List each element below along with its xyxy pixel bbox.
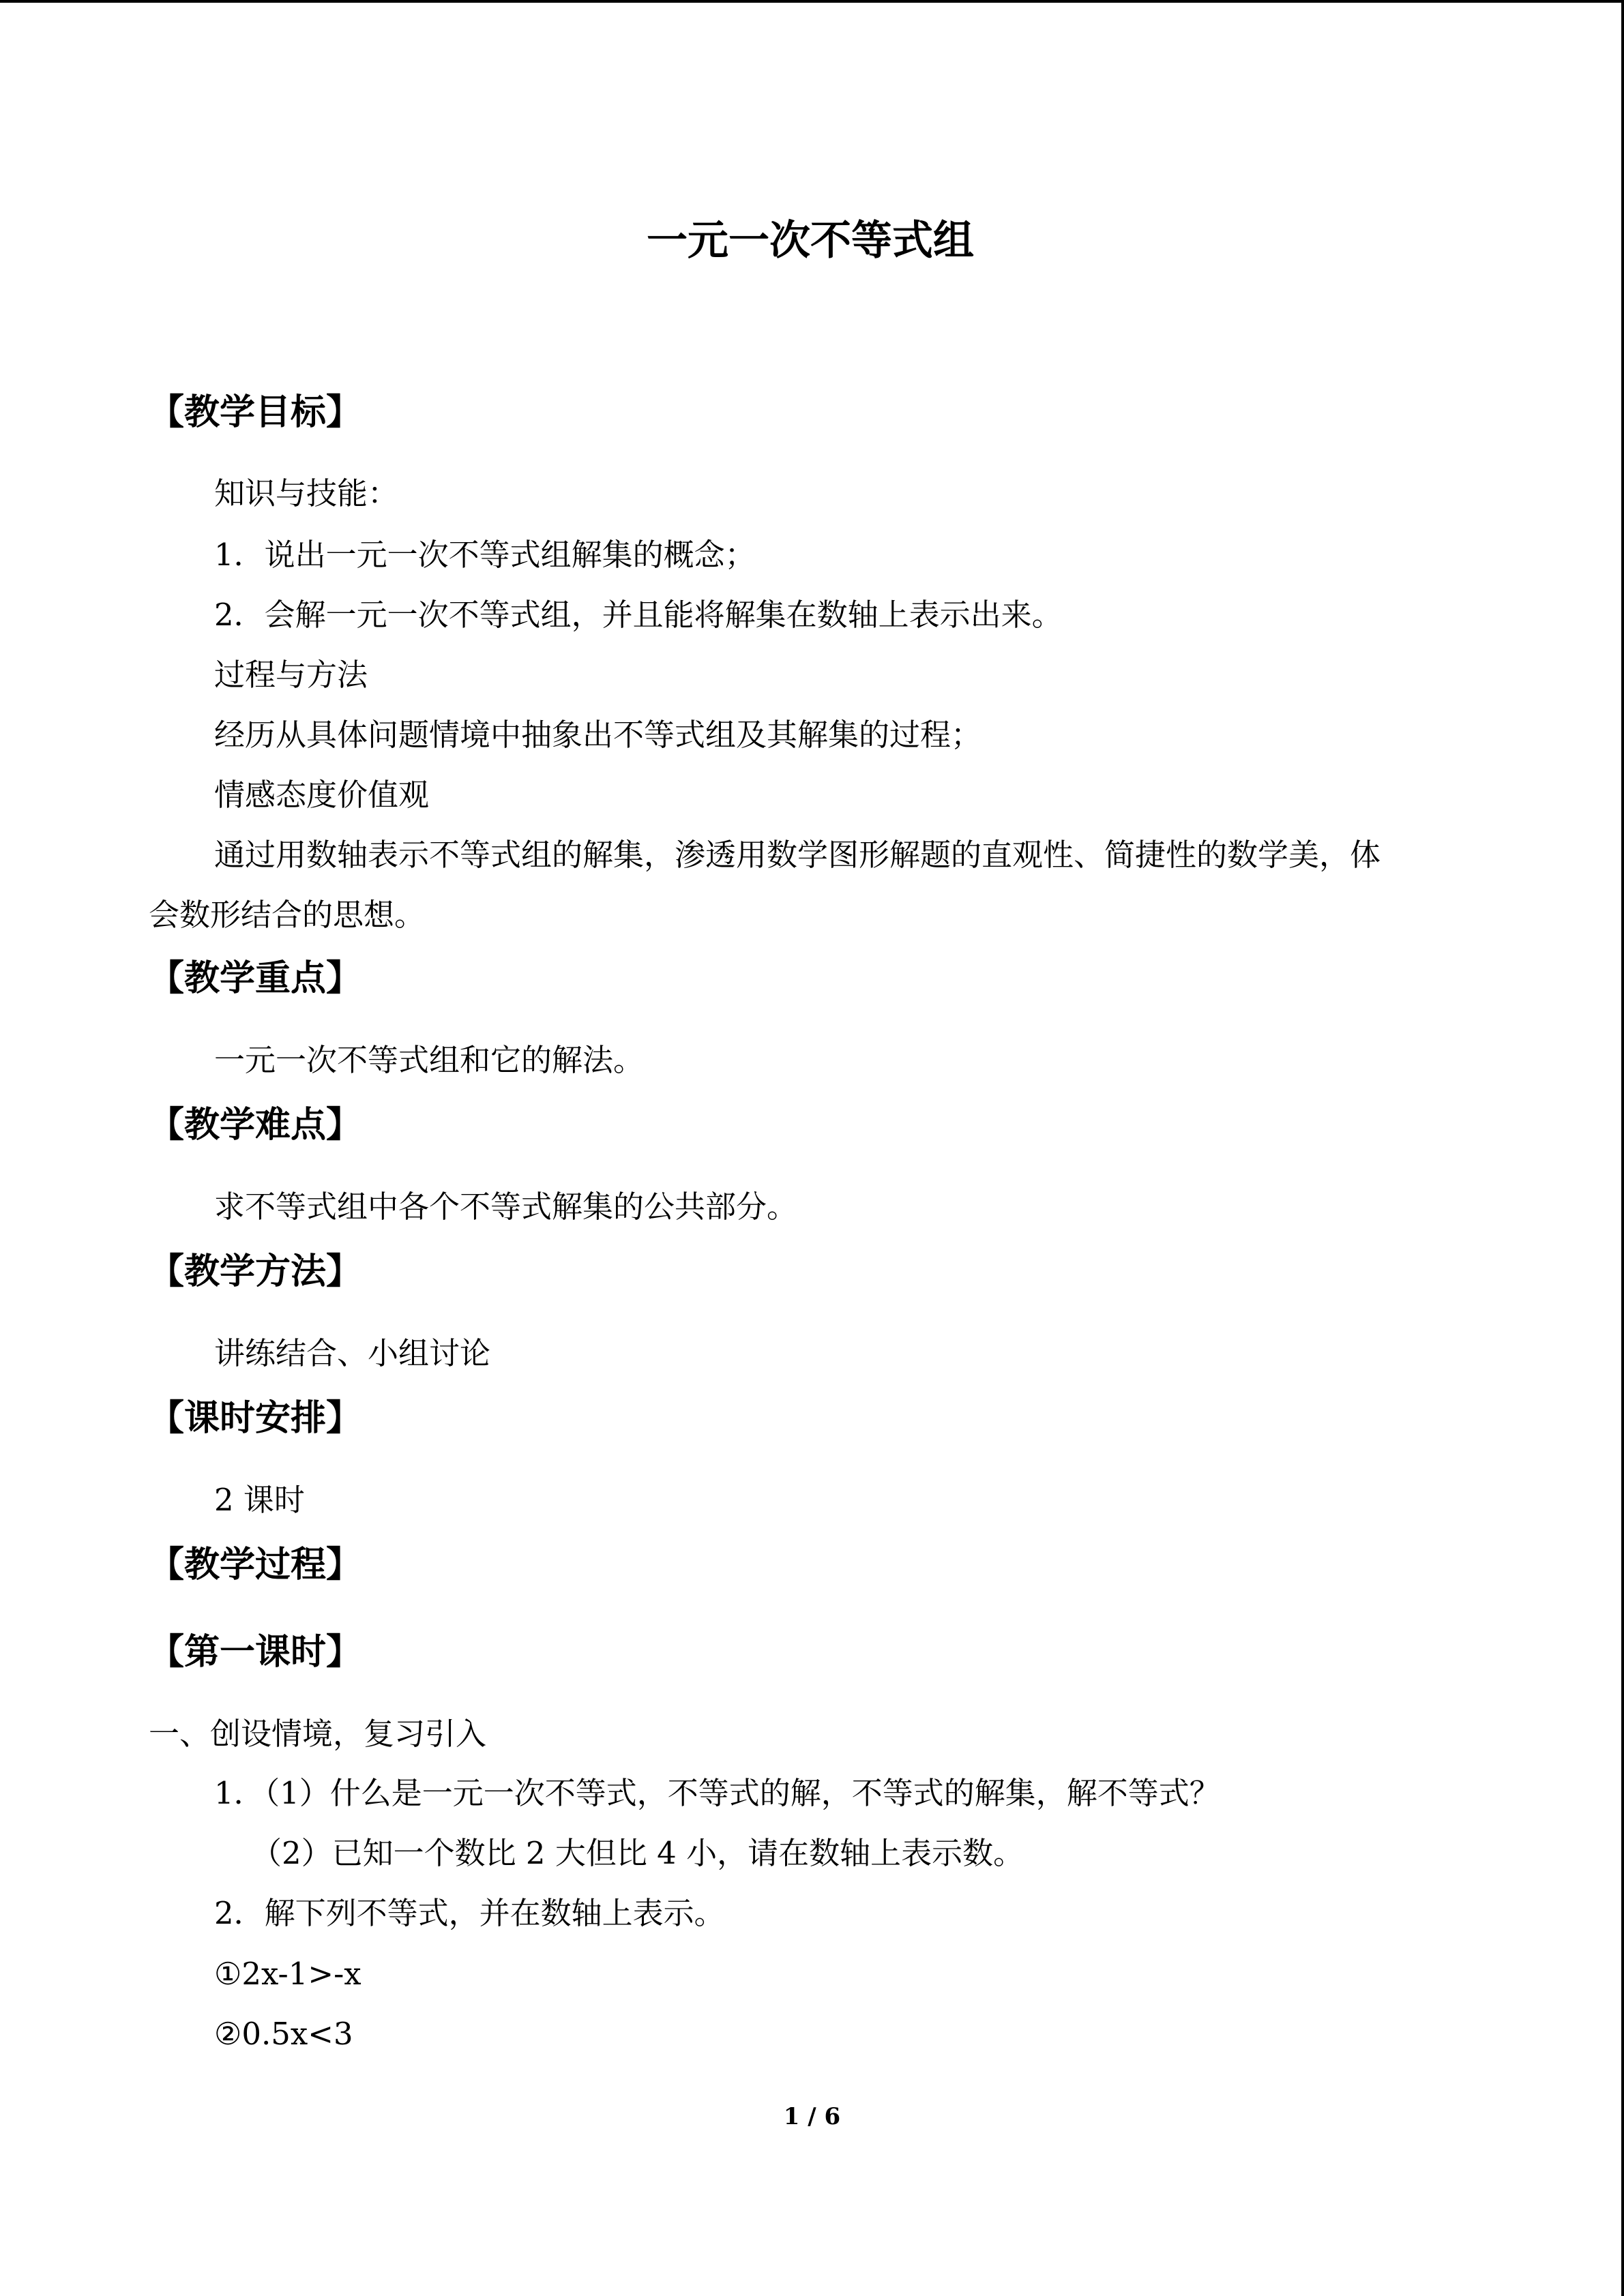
goals-emotion-line-2: 会数形结合的思想。 (149, 897, 426, 933)
page-right-border (1621, 0, 1624, 2296)
page-number: 1 / 6 (783, 2103, 841, 2130)
goals-knowledge-heading: 知识与技能： (214, 475, 399, 511)
page-title: 一元一次不等式组 (647, 217, 974, 265)
lesson1-question-1a: 1．（1）什么是一元一次不等式，不等式的解，不等式的解集，解不等式？ (214, 1775, 1220, 1811)
lesson1-inequality-1: ①2x-1>-x (214, 1956, 361, 1992)
schedule-text: 2 课时 (214, 1482, 305, 1518)
goals-item-1: 1．说出一元一次不等式组解集的概念； (214, 537, 756, 573)
goals-emotion-heading: 情感态度价值观 (214, 777, 430, 813)
lesson1-step-1: 一、创设情境，复习引入 (149, 1716, 487, 1752)
section-heading-goals: 【教学目标】 (149, 391, 362, 433)
goals-process-heading: 过程与方法 (214, 657, 368, 693)
lesson1-question-1b: （2）已知一个数比 2 大但比 4 小，请在数轴上表示数。 (251, 1835, 1024, 1871)
section-heading-schedule: 【课时安排】 (149, 1397, 362, 1439)
key-points-text: 一元一次不等式组和它的解法。 (214, 1042, 645, 1078)
lesson1-question-2: 2．解下列不等式，并在数轴上表示。 (214, 1895, 725, 1931)
section-heading-lesson-1: 【第一课时】 (149, 1631, 362, 1673)
goals-emotion-line-1: 通过用数轴表示不等式组的解集，渗透用数学图形解题的直观性、简捷性的数学美，体 (214, 837, 1381, 873)
difficulties-text: 求不等式组中各个不等式解集的公共部分。 (214, 1189, 798, 1225)
goals-item-2: 2．会解一元一次不等式组，并且能将解集在数轴上表示出来。 (214, 597, 1063, 633)
goals-process-text: 经历从具体问题情境中抽象出不等式组及其解集的过程； (214, 717, 982, 753)
methods-text: 讲练结合、小组讨论 (214, 1335, 491, 1371)
page-top-border (0, 0, 1624, 3)
section-heading-methods: 【教学方法】 (149, 1251, 362, 1292)
section-heading-process: 【教学过程】 (149, 1544, 362, 1585)
section-heading-key-points: 【教学重点】 (149, 957, 362, 999)
lesson1-inequality-2: ②0.5x<3 (214, 2016, 353, 2052)
section-heading-difficulties: 【教学难点】 (149, 1104, 362, 1146)
